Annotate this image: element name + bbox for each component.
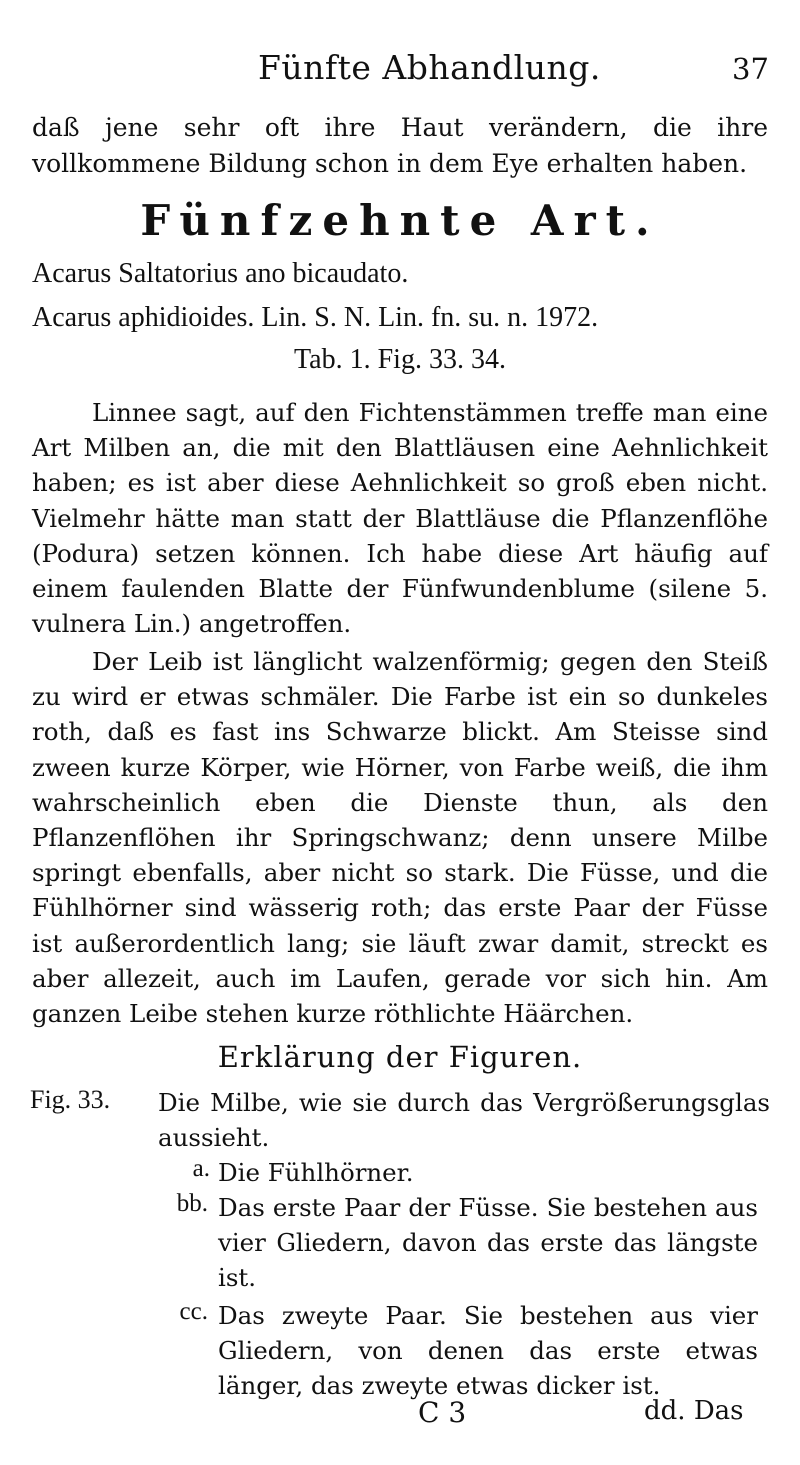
species-title: Fünfzehnte Art. [140,196,660,245]
key-text-a: Die Fühlhörner. [218,1158,414,1187]
figures-heading: Erklärung der Figuren. [217,1040,583,1074]
figure-label: Fig. 33. [30,1085,111,1114]
page-number: 37 [732,52,769,86]
key-label-bb: bb. [176,1190,208,1217]
latin-name-2: Acarus aphidioides. Lin. S. N. Lin. fn. su. n. 1972. [32,302,599,333]
key-text-bb: Das erste Paar der Füsse. Sie bestehen aus vier Gliedern, davon das erste das längste ist. [218,1193,758,1292]
key-label-a: a. [192,1155,210,1182]
signature-mark: C 3 [418,1396,467,1429]
continuation-text: daß jene sehr oft ihre Haut verändern, die ihre vollkommene Bildung schon in dem Eye erhalten haben. [32,113,768,178]
figure-caption: Die Milbe, wie sie durch das Vergrößerungsglas aussieht. [158,1088,770,1152]
plate-reference: Tab. 1. Fig. 33. 34. [294,344,506,375]
catchword: dd. Das [644,1396,744,1426]
running-head [0,48,800,98]
latin-name-1: Acarus Saltatorius ano bicaudato. [32,258,409,289]
key-label-cc: cc. [179,1298,208,1325]
paragraph-2: Der Leib ist länglicht walzenförmig; gegen den Steiß zu wird er etwas schmäler. Die Farbe ist ein so dunkeles roth, daß es fast ins Schwarze blickt. Am Steisse sind zween kurze Körper, wie Hörner, von Farbe weiß, die ihm wahrscheinlich eben die Dienste thun, als den Pflanzenflöhen ihr Springschwanz; denn unsere Milbe springt ebenfalls, aber nicht so stark. Die Füsse, und die Fühlhörner sind wässerig roth; das erste Paar der Füsse ist außerordentlich lang; sie läuft zwar damit, streckt es aber allezeit, auch im Laufen, gerade vor sich hin. Am ganzen Leibe stehen kurze röthlichte Häärchen. [32,647,768,1029]
key-text-cc: Das zweyte Paar. Sie bestehen aus vier Gliedern, von denen das erste etwas länger, das zweyte etwas dicker ist. [218,1301,758,1400]
paragraph-1: Linnee sagt, auf den Fichtenstämmen treffe man eine Art Milben an, die mit den Blattläusen eine Aehnlichkeit haben; es ist aber diese Aehnlichkeit so groß eben nicht. Vielmehr hätte man statt der Blattläuse die Pflanzenflöhe (Podura) setzen können. Ich habe diese Art häufig auf einem faulenden Blatte der Fünfwundenblume (silene 5. vulnera Lin.) angetroffen. [32,398,768,639]
running-title: Fünfte Abhandlung. [258,48,601,87]
